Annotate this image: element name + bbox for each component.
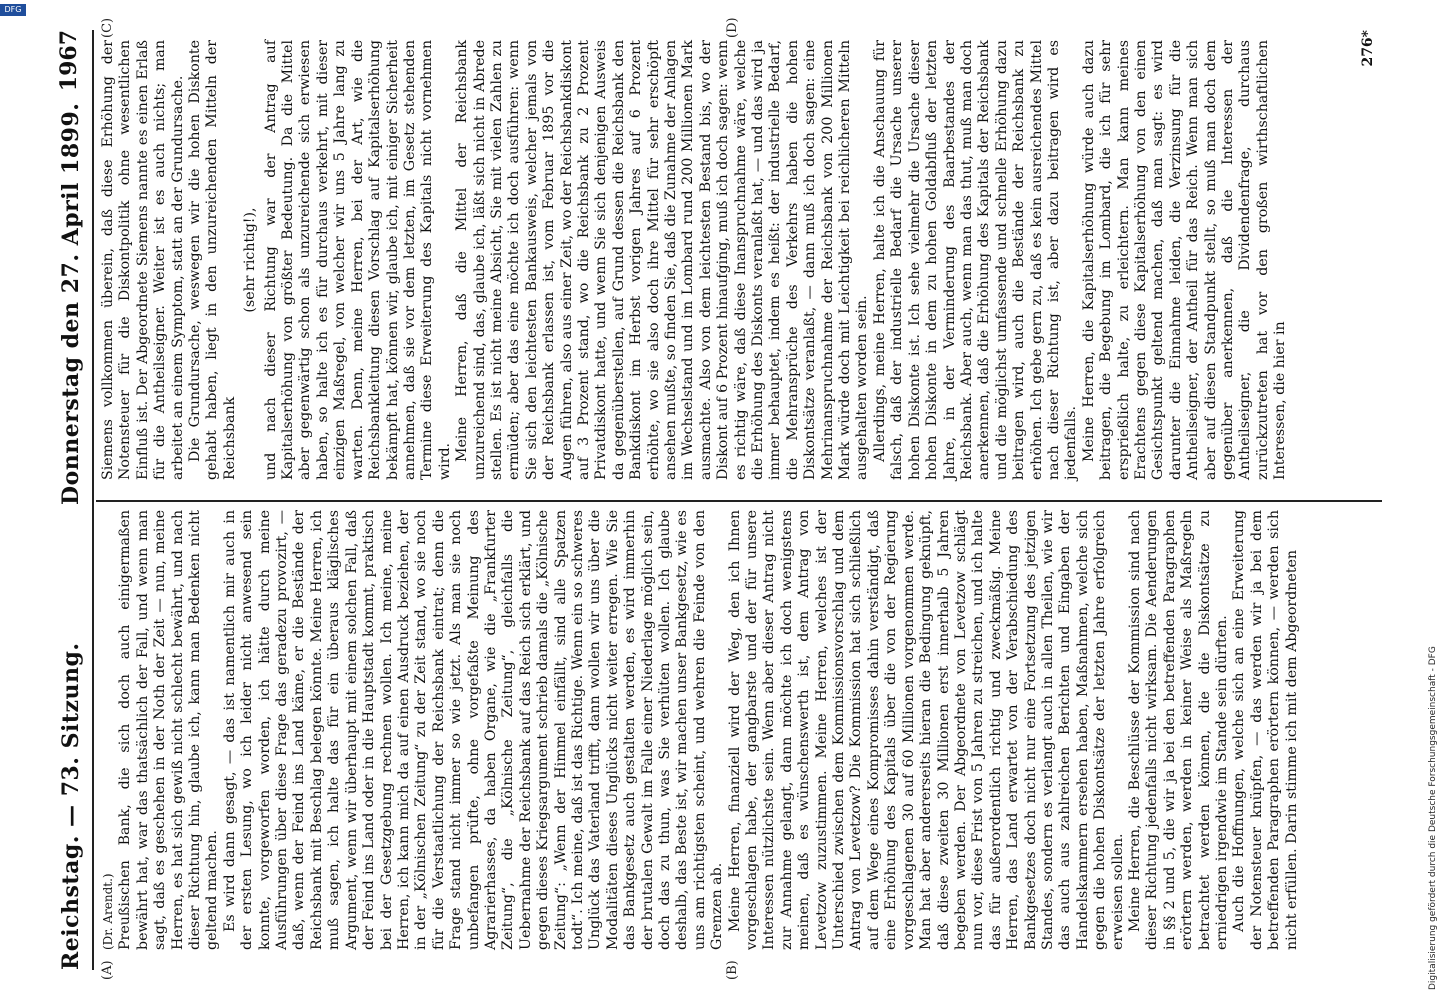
paragraph: und nach dieser Richtung war der Antrag auf Kapitalserhöhung von größter Bedeutung. Da die Mittel aber gegenwärtig schon als unzureichende sich erwiesen haben, so halte ich es für durchaus verkehrt, mit dieser einzigen Maßregel, von welcher wir uns 5 Jahre lang zu warten. Denn, meine Herren, bei der Art, wie die Reichsbankleitung diesen Vorschlag auf Kapitalserhöhung bekämpft hat, können wir, glaube ich, mit einiger Sicherheit annehmen, daß sie vor dem letzten, im Gesetz stehenden Termine diese Erweiterung des Kapitals nicht vornehmen wird. (262, 40, 453, 480)
paragraph: Meine Herren, finanziell wird der Weg, den ich Ihnen vorgeschlagen habe, der gangbarste und der für unsere Interessen nützlichste sein. Wenn aber dieser Antrag nicht zur Annahme gelangt, dann möchte ich doch wenigstens meinen, daß es wünschenswerth ist, dem Antrag von Levetzow zuzustimmen. Meine Herren, welches ist der Unterschied zwischen dem Kommissionsvorschlag und dem Antrag von Levetzow? Die Kommission hat sich schließlich auf dem Wege eines Kompromisses dahin verständigt, daß eine Erhöhung des Kapitals über die von der Regierung vorgeschlagenen 30 auf 60 Millionen vorgenommen werde. Man hat aber andererseits hieran die Bedingung geknüpft, daß diese zweiten 30 Millionen erst innerhalb 5 Jahren begeben werden. Der Abgeordnete von Levetzow schlägt nun vor, diese Frist von 5 Jahren zu streichen, und ich halte das für außerordentlich richtig und zweckmäßig. Meine Herren, das Land erwartet von der Verabschiedung des Bankgesetzes doch nicht nur eine Fortsetzung des jetzigen Standes, sondern es verlangt auch in allen Theilen, wie wir das auch aus zahlreichen Berichten und Eingaben der Handelskammern ersehen haben, Maßnahmen, welche sich gegen die hohen Diskontsätze der letzten Jahre erfolgreich erweisen sollen. (726, 510, 1126, 950)
page-number: 1967 (56, 30, 82, 92)
header-rule (92, 30, 94, 970)
margin-mark-c: (C) (100, 17, 115, 38)
paragraph: Es wird dann gesagt, — das ist namentlich mir auch in der ersten Lesung, wo ich leider nicht anwesend sein konnte, vorgeworfen worden, ich hätte durch meine Ausführungen über diese Frage das geradezu provozirt, — daß, wenn der Feind ins Land käme, er die Bestände der Reichsbank mit Beschlag belegen könnte. Meine Herren, ich muß sagen, ich halte das für ein überaus kläglisches Argument, wenn wir überhaupt mit einem solchen Fall, daß der Feind ins Land oder in die Hauptstadt kommt, praktisch bei der Gesetzgebung rechnen wollen. Ich meine, meine Herren, ich kann mich da auf einen Ausdruck beziehen, der in der „Kölnischen Zeitung“ zu der Zeit stand, wo sie noch für die Verstaatlichung der Reichsbank eintrat; denn die Frage stand nicht immer so wie jetzt. Als man sie noch unbefangen prüfte, ohne vorgefaßte Meinung des Agrarierhasses, da haben Organe, wie die „Frankfurter Zeitung“, die „Kölnische Zeitung“, gleichfalls die Uebernahme der Reichsbank auf das Reich sich erklärt, und gegen dieses Kriegsargument schrieb damals die „Kölnische Zeitung“: „Wenn der Himmel einfällt, sind alle Spatzen todt“. Ich meine, daß ist das Richtige. Wenn ein so schweres Unglück das Vaterland trifft, dann wollen wir uns über die Modalitäten dieses Unglücks nicht weiter erregen. Wie Sie das Bankgesetz auch gestalten werden, es wird immerhin der brutalen Gewalt im Falle einer Niederlage möglich sein, doch das zu thun, was Sie verhüten wollen. Ich glaube deshalb, das Beste ist, wir machen unser Bankgesetz, wie es uns am richtigsten scheint, und wehren die Feinde von den Grenzen ab. (221, 510, 726, 950)
paragraph: Meine Herren, die Beschlüsse der Kommission sind nach dieser Richtung jedenfalls nicht wirksam. Die Aenderungen in §§ 2 und 5, die wir ja bei den betreffenden Paragraphen erörtern werden, werden in keiner Weise als Maßregeln betrachtet werden können, die die Diskontsätze zu erniedrigen irgendwie im Stande sein dürften. (1126, 510, 1230, 950)
paragraph: Die Grundursache, weswegen wir die hohen Diskonte gehabt haben, liegt in den unzureichenden Mitteln der Reichsbank (187, 40, 238, 480)
paragraph: Preußischen Bank, die sich doch auch einigermaßen bewährt hat, war das thatsächlich der Fall, und wenn man sagt, daß es geschehen in der Noth der Zeit — nun, meine Herren, es hat sich gewiß nicht schlecht bewährt, und nach dieser Richtung hin, glaube ich, kann man Bedenken nicht geltend machen. (117, 510, 221, 950)
sheet-signature: 276* (1360, 30, 1376, 67)
paragraph: Meine Herren, die Kapitalserhöhung würde auch dazu beitragen, die Begebung im Lombard, die ich für sehr ersprießlich halte, zu erleichtern. Man kann meines Erachtens gegen diese Kapitalserhöhung von den einen Gesichtspunkt geltend machen, daß man sagt: es wird darunter die Einnahme leiden, die Verzinsung für die Antheilseigner, der Antheil für das Reich. Wenn man sich aber auf diesen Standpunkt stellt, so muß man doch dem gegenüber anerkennen, daß die Interessen der Antheilseigner, die Dividendenfrage, durchaus zurückzutreten hat vor den großen wirthschaftlichen Interessen, die hier in (1080, 40, 1289, 480)
margin-mark-b: (B) (725, 960, 740, 980)
column-divider (96, 500, 1382, 502)
speaker-line: (Dr. Arendt.) (101, 873, 115, 950)
header-right-title: Donnerstag den 27. April 1899. (58, 102, 84, 505)
interjection: (sehr richtig!), (242, 207, 259, 313)
paragraph: Meine Herren, daß die Mittel der Reichsbank unzureichend sind, das, glaube ich, läßt sich nicht in Abrede stellen. Es ist nicht meine Absicht, Sie mit vielen Zahlen zu ermüden; aber das eine möchte ich doch ausführen: wenn Sie sich den leichtesten Bankausweis, welcher jemals von der Reichsbank erlassen ist, vom Februar 1895 vor die Augen führen, also aus einer Zeit, wo der Reichsbankdiskont auf 3 Prozent stand, wo die Reichsbank zu 2 Prozent Privatdiskont hatte, und wenn Sie sich denjenigen Ausweis da gegenüberstellen, auf Grund dessen die Reichsbank den Bankdiskont im Herbst vorigen Jahres auf 6 Prozent erhöhte, wo sie also doch ihre Mittel für sehr erschöpft ansehen mußte, so finden Sie, daß die Zunahme der Anlagen im Wechselstand und im Lombard rund 200 Millionen Mark ausmachte. Also von dem leichtesten Bestand bis, wo der Diskont auf 6 Prozent hinaufging, muß ich doch sagen: wenn es richtig wäre, daß diese Inanspruchnahme wäre, welche die Erhöhung des Diskonts veranlaßt hat, — und das wird ja immer behauptet, indem es heißt: der industrielle Bedarf, die Mehransprüche des Verkehrs haben die hohen Diskontsätze veranlaßt, — dann muß ich doch sagen: eine Mehrinanspruchnahme der Reichsbank von 200 Millionen Mark würde doch mit Leichtigkeit bei reichlicheren Mitteln ausgehalten worden sein. (454, 40, 871, 480)
page-header (52, 30, 88, 970)
paragraph: Allerdings, meine Herren, halte ich die Anschauung für falsch, daß der industrielle Bedarf die Ursache unserer hohen Diskonte ist. Ich sehe vielmehr die Ursache dieser hohen Diskonte in dem zu hohen Goldabfluß der letzten Jahre, in der Verminderung des Baarbestandes der Reichsbank. Aber auch, wenn man das thut, muß man doch anerkennen, daß die Erhöhung des Kapitals der Reichsbank und die möglichst umfassende und schnelle Erhöhung dazu beitragen wird, auch die Bestände der Reichsbank zu erhöhen. Ich gebe gern zu, daß es kein ausreichendes Mittel nach dieser Richtung ist, aber dazu beitragen wird es jedenfalls. (871, 40, 1080, 480)
dfg-logo: DFG (0, 4, 26, 16)
right-text-column (100, 40, 1380, 480)
paragraph: Siemens vollkommen überein, daß diese Erhöhung der Notensteuer für die Diskontpolitik ohne wesentlichen Einfluß ist. Der Abgeordnete Siemens nannte es einen Erlaß für die Antheilseigner. Weiter ist es auch nichts; man arbeitet an einem Symptom, statt an der Grundursache. (100, 40, 186, 480)
margin-mark-a: (A) (100, 960, 115, 980)
digitization-credit: Digitalisierung gefördert durch die Deutsche Forschungsgemeinschaft - DFG (1428, 646, 1438, 990)
left-text-column (100, 510, 1380, 950)
paragraph: Auch die Hoffnungen, welche sich an eine Erweiterung der Notensteuer knüpfen, — das werden wir ja bei dem betreffenden Paragraphen erörtern können, — werden sich nicht erfüllen. Darin stimme ich mit dem Abgeordneten (1231, 510, 1300, 950)
header-left-title: Reichstag. — 73. Sitzung. (58, 642, 84, 970)
margin-mark-d: (D) (725, 17, 740, 38)
